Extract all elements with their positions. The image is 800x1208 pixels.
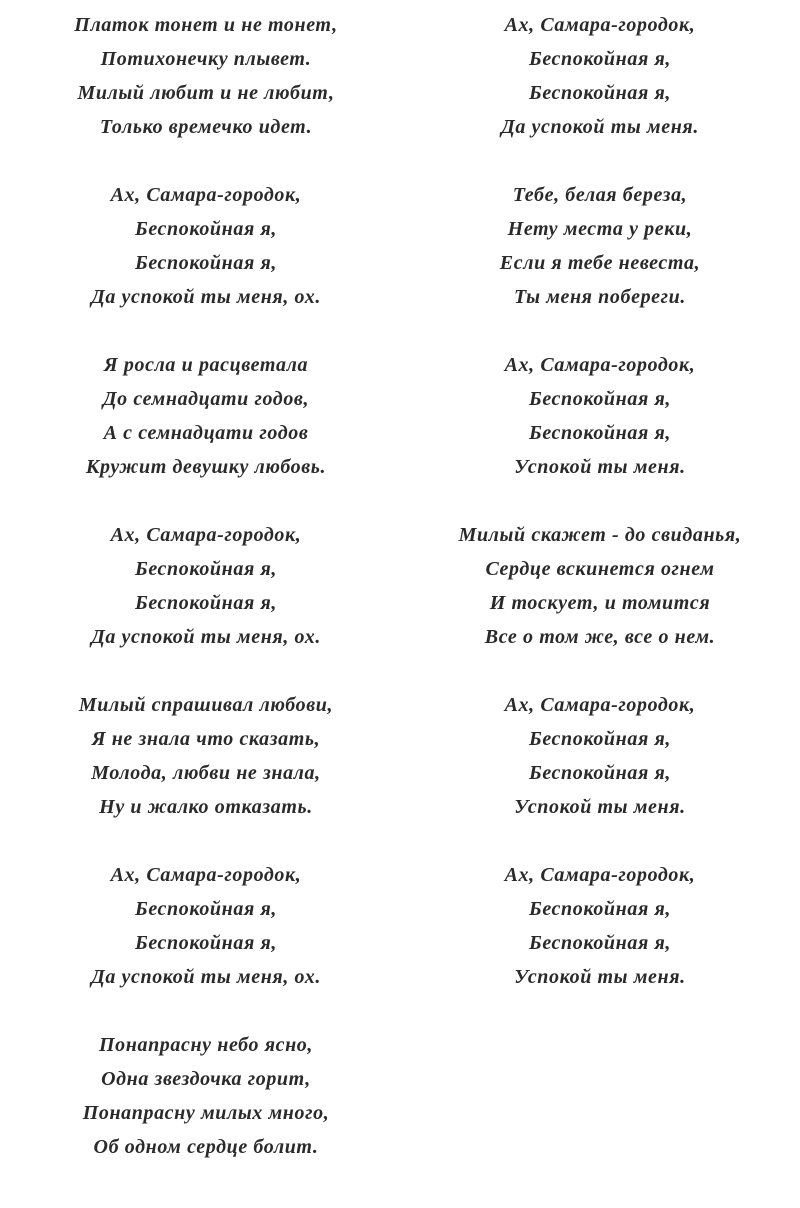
verse-line: Беспокойная я, [529,932,671,954]
verse-line: Если я тебе невеста, [499,252,701,274]
verse-line: Милый любит и не любит, [77,82,335,104]
verse-line: Беспокойная я, [135,558,277,580]
verse-line: Я росла и расцветала [103,354,309,376]
verse-line: Молода, любви не знала, [91,762,321,784]
verse-line: Ах, Самара-городок, [110,864,302,886]
verse-line: Ах, Самара-городок, [504,354,696,376]
stanza [400,178,800,314]
verse-line: Успокой ты меня. [514,966,686,988]
chorus-stanza [400,858,800,994]
verse-line: Беспокойная я, [135,898,277,920]
stanza [0,8,412,144]
verse-line: Потихонечку плывет. [100,48,312,70]
verse-line: Беспокойная я, [529,898,671,920]
verse-line: Беспокойная я, [529,48,671,70]
chorus-stanza [0,858,412,994]
chorus-stanza [0,518,412,654]
verse-line: Беспокойная я, [135,592,277,614]
chorus-stanza [0,178,412,314]
right-column [400,8,800,1028]
verse-line: Милый скажет - до свиданья, [458,524,742,546]
verse-line: Да успокой ты меня, ох. [91,626,321,648]
chorus-stanza [400,348,800,484]
verse-line: Нету места у реки, [507,218,693,240]
verse-line: Я не знала что сказать, [91,728,321,750]
verse-line: Беспокойная я, [529,388,671,410]
verse-line: Сердце вскинется огнем [485,558,715,580]
verse-line: Ах, Самара-городок, [504,694,696,716]
verse-line: Беспокойная я, [529,728,671,750]
verse-line: Ах, Самара-городок, [504,864,696,886]
verse-line: Ну и жалко отказать. [99,796,313,818]
verse-line: Милый спрашивал любови, [78,694,334,716]
stanza [0,1028,412,1164]
verse-line: А с семнадцати годов [103,422,309,444]
verse-line: Да успокой ты меня. [501,116,699,138]
verse-line: Понапрасну небо ясно, [99,1034,313,1056]
verse-line: Ты меня побереги. [514,286,686,308]
verse-line: Платок тонет и не тонет, [74,14,338,36]
verse-line: Беспокойная я, [529,82,671,104]
verse-line: Только времечко идет. [99,116,313,138]
verse-line: Об одном сердце болит. [93,1136,319,1158]
verse-line: Успокой ты меня. [514,456,686,478]
verse-line: Тебе, белая береза, [512,184,688,206]
verse-line: Беспокойная я, [529,422,671,444]
verse-line: Ах, Самара-городок, [110,184,302,206]
verse-line: Ах, Самара-городок, [110,524,302,546]
verse-line: Кружит девушку любовь. [85,456,327,478]
verse-line: Успокой ты меня. [514,796,686,818]
verse-line: И тоскует, и томится [489,592,711,614]
verse-line: Одна звездочка горит, [101,1068,311,1090]
verse-line: Все о том же, все о нем. [484,626,716,648]
chorus-stanza [400,8,800,144]
verse-line: Да успокой ты меня, ох. [91,966,321,988]
verse-line: Понапрасну милых много, [82,1102,330,1124]
verse-line: Беспокойная я, [135,252,277,274]
verse-line: Да успокой ты меня, ох. [91,286,321,308]
verse-line: Беспокойная я, [135,932,277,954]
verse-line: Беспокойная я, [529,762,671,784]
stanza [0,348,412,484]
verse-line: До семнадцати годов, [102,388,310,410]
verse-line: Ах, Самара-городок, [504,14,696,36]
chorus-stanza [400,688,800,824]
stanza [400,518,800,654]
left-column [0,8,412,1198]
verse-line: Беспокойная я, [135,218,277,240]
stanza [0,688,412,824]
